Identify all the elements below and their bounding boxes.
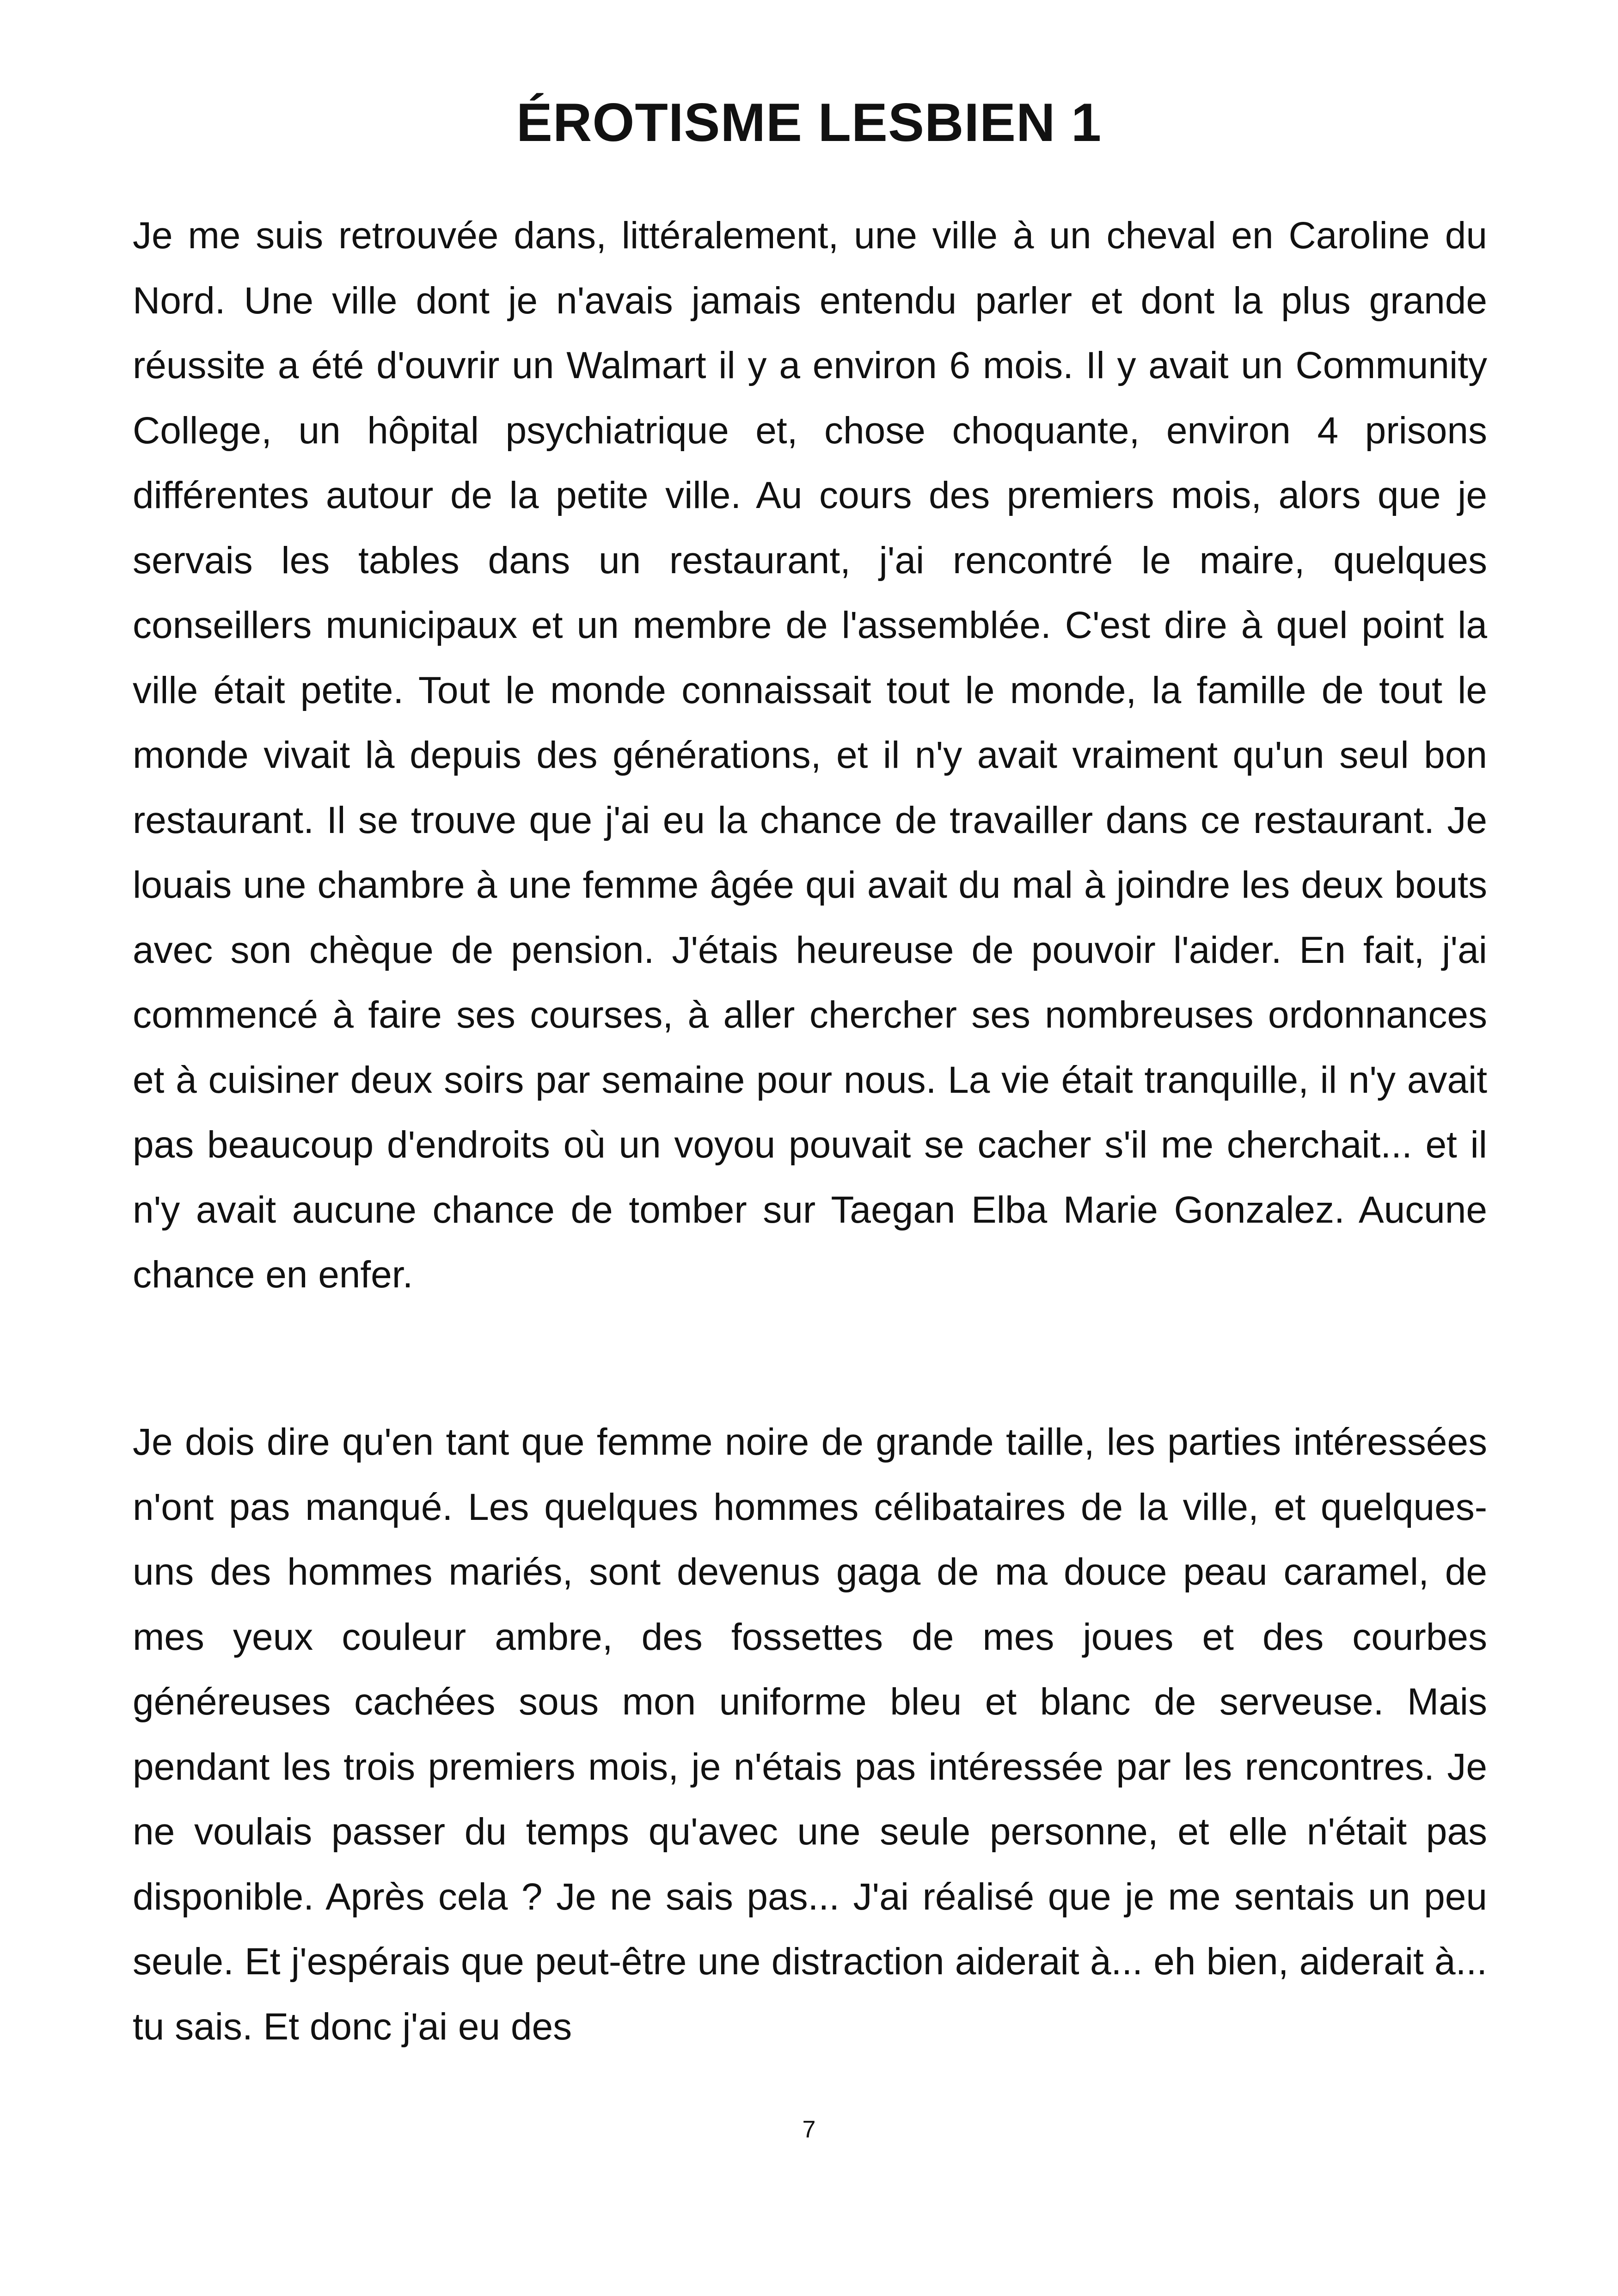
- page-number: 7: [802, 2116, 816, 2143]
- paragraph-2: Je dois dire qu'en tant que femme noire de grande taille, les parties intéressées n'ont pas manqué. Les quelques hommes célibataires de la ville, et quelques-uns des hommes mariés, sont devenus gaga de ma douce peau caramel, de mes yeux couleur ambre, des fossettes de mes joues et des courbes généreuses cachées sous mon uniforme bleu et blanc de serveuse. Mais pendant les trois premiers mois, je n'étais pas intéressée par les rencontres. Je ne voulais passer du temps qu'avec une seule personne, et elle n'était pas disponible. Après cela ? Je ne sais pas... J'ai réalisé que je me sentais un peu seule. Et j'espérais que peut-être une distraction aiderait à... eh bien, aiderait à... tu sais. Et donc j'ai eu des: [133, 1421, 1487, 2048]
- paragraph-1: Je me suis retrouvée dans, littéralement, une ville à un cheval en Caroline du Nord. Une ville dont je n'avais jamais entendu parler et dont la plus grande réussite a été d'ouvrir un Walmart il y a environ 6 mois. Il y avait un Community College, un hôpital psychiatrique et, chose choquante, environ 4 prisons différentes autour de la petite ville. Au cours des premiers mois, alors que je servais les tables dans un restaurant, j'ai rencontré le maire, quelques conseillers municipaux et un membre de l'assemblée. C'est dire à quel point la ville était petite. Tout le monde connaissait tout le monde, la famille de tout le monde vivait là depuis des générations, et il n'y avait vraiment qu'un seul bon restaurant. Il se trouve que j'ai eu la chance de travailler dans ce restaurant. Je louais une chambre à une femme âgée qui avait du mal à joindre les deux bouts avec son chèque de pension. J'étais heureuse de pouvoir l'aider. En fait, j'ai commencé à faire ses courses, à aller chercher ses nombreuses ordonnances et à cuisiner deux soirs par semaine pour nous. La vie était tranquille, il n'y avait pas beaucoup d'endroits où un voyou pouvait se cacher s'il me cherchait... et il n'y avait aucune chance de tomber sur Taegan Elba Marie Gonzalez. Aucune chance en enfer.: [133, 214, 1487, 1296]
- chapter-title: ÉROTISME LESBIEN 1: [516, 92, 1102, 153]
